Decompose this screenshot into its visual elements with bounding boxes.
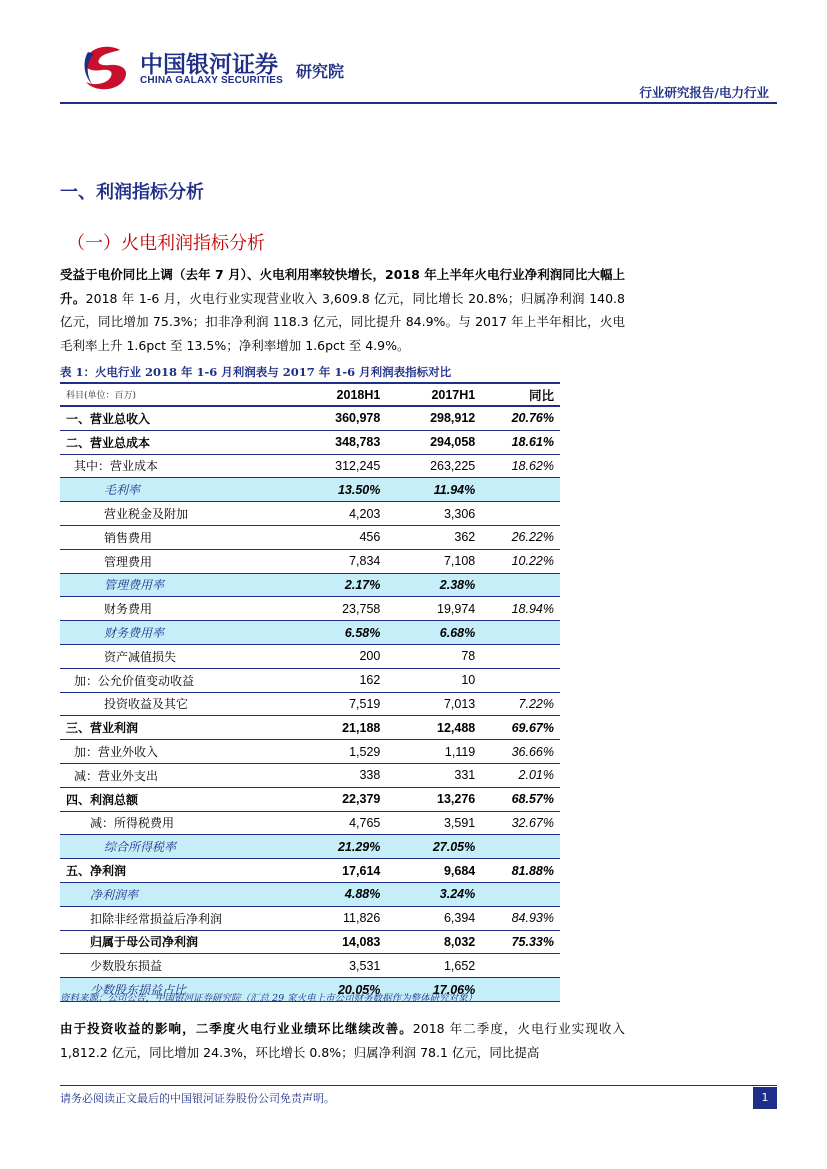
table-row bbox=[60, 621, 560, 645]
table-row bbox=[60, 668, 560, 692]
value-2017h1: 78 bbox=[386, 644, 481, 668]
value-2017h1: 3,306 bbox=[386, 502, 481, 526]
row-label: 归属于母公司净利润 bbox=[60, 930, 291, 954]
table-row bbox=[60, 573, 560, 597]
table-row bbox=[60, 787, 560, 811]
section-heading: 一、利润指标分析 bbox=[60, 182, 204, 203]
value-2018h1: 4,765 bbox=[291, 811, 386, 835]
value-yoy: 84.93% bbox=[481, 906, 560, 930]
paragraph-1-body: 2018 年 1-6 月，火电行业实现营业收入 3,609.8 亿元，同比增长 20.8%；归属净利润 140.8 亿元，同比增加 75.3%；扣非净利润 118.3 亿元，同比提升 84.9%。与 2017 年上半年相比，火电毛利率上升 1.6pct 至 13.5%；净利率增加 1.6pct 至 4.9%。 bbox=[60, 290, 625, 353]
galaxy-logo-icon bbox=[80, 42, 132, 94]
value-2017h1: 6.68% bbox=[386, 621, 481, 645]
subsection-heading: （一）火电利润指标分析 bbox=[67, 233, 265, 254]
header-subject: 科目(单位：百万) bbox=[60, 384, 291, 406]
value-yoy bbox=[481, 668, 560, 692]
value-2017h1: 10 bbox=[386, 668, 481, 692]
value-2017h1: 11.94% bbox=[386, 478, 481, 502]
value-yoy bbox=[481, 882, 560, 906]
table-row bbox=[60, 930, 560, 954]
value-yoy: 10.22% bbox=[481, 549, 560, 573]
value-2018h1: 4,203 bbox=[291, 502, 386, 526]
header-divider bbox=[60, 102, 777, 104]
value-2018h1: 13.50% bbox=[291, 478, 386, 502]
table-row bbox=[60, 811, 560, 835]
value-yoy bbox=[481, 502, 560, 526]
value-2017h1: 298,912 bbox=[386, 406, 481, 430]
row-label: 营业税金及附加 bbox=[60, 502, 291, 526]
value-2018h1: 7,834 bbox=[291, 549, 386, 573]
table-row bbox=[60, 692, 560, 716]
value-2017h1: 263,225 bbox=[386, 454, 481, 478]
value-2017h1: 331 bbox=[386, 763, 481, 787]
value-2018h1: 3,531 bbox=[291, 954, 386, 978]
row-label: 减：营业外支出 bbox=[60, 763, 291, 787]
row-label: 二、营业总成本 bbox=[60, 430, 291, 454]
value-2018h1: 17,614 bbox=[291, 859, 386, 883]
paragraph-2 bbox=[60, 1017, 625, 1064]
value-2017h1: 27.05% bbox=[386, 835, 481, 859]
value-yoy: 2.01% bbox=[481, 763, 560, 787]
page-number: 1 bbox=[753, 1087, 777, 1109]
value-yoy: 69.67% bbox=[481, 716, 560, 740]
table-row bbox=[60, 716, 560, 740]
row-label: 加：公允价值变动收益 bbox=[60, 668, 291, 692]
disclaimer-note: 请务必阅读正文最后的中国银河证券股份公司免责声明。 bbox=[60, 1092, 335, 1105]
table-row bbox=[60, 549, 560, 573]
value-yoy: 32.67% bbox=[481, 811, 560, 835]
value-2017h1: 3,591 bbox=[386, 811, 481, 835]
value-2017h1: 2.38% bbox=[386, 573, 481, 597]
row-label: 销售费用 bbox=[60, 525, 291, 549]
table-row bbox=[60, 882, 560, 906]
value-2017h1: 3.24% bbox=[386, 882, 481, 906]
row-label: 毛利率 bbox=[60, 478, 291, 502]
header-yoy: 同比 bbox=[481, 384, 560, 406]
paragraph-2-body: 2018 年二季度，火电行业实现收入 1,812.2 亿元，同比增加 24.3%，环比增长 0.8%；归属净利润 78.1 亿元，同比提高 bbox=[60, 1021, 625, 1060]
value-2017h1: 12,488 bbox=[386, 716, 481, 740]
value-2017h1: 6,394 bbox=[386, 906, 481, 930]
logo-chinese-name: 中国银河证券 bbox=[140, 52, 278, 78]
value-yoy: 20.76% bbox=[481, 406, 560, 430]
table-row bbox=[60, 406, 560, 430]
table-row bbox=[60, 478, 560, 502]
paragraph-1-lead: 受益于电价同比上调（去年 7 月）、火电利用率较快增长，2018 年上半年火电行业净利润同比大幅上升。 bbox=[60, 267, 625, 306]
value-2017h1: 17.06% bbox=[386, 978, 481, 1002]
value-2018h1: 1,529 bbox=[291, 740, 386, 764]
table-row bbox=[60, 859, 560, 883]
value-yoy: 7.22% bbox=[481, 692, 560, 716]
financial-table bbox=[60, 384, 560, 1002]
paragraph-1 bbox=[60, 263, 625, 357]
value-2018h1: 21,188 bbox=[291, 716, 386, 740]
table-row bbox=[60, 525, 560, 549]
value-2017h1: 1,119 bbox=[386, 740, 481, 764]
value-yoy bbox=[481, 644, 560, 668]
table-row bbox=[60, 954, 560, 978]
page-header bbox=[0, 0, 827, 110]
value-2018h1: 14,083 bbox=[291, 930, 386, 954]
row-label: 五、净利润 bbox=[60, 859, 291, 883]
row-label: 少数股东损益占比 bbox=[60, 978, 291, 1002]
table-row bbox=[60, 454, 560, 478]
value-2017h1: 7,013 bbox=[386, 692, 481, 716]
value-2017h1: 9,684 bbox=[386, 859, 481, 883]
row-label: 其中：营业成本 bbox=[60, 454, 291, 478]
row-label: 管理费用率 bbox=[60, 573, 291, 597]
table-row bbox=[60, 763, 560, 787]
table-header-row bbox=[60, 384, 560, 406]
row-label: 净利润率 bbox=[60, 882, 291, 906]
value-yoy: 81.88% bbox=[481, 859, 560, 883]
value-2018h1: 22,379 bbox=[291, 787, 386, 811]
table-row bbox=[60, 597, 560, 621]
value-yoy: 36.66% bbox=[481, 740, 560, 764]
row-label: 一、营业总收入 bbox=[60, 406, 291, 430]
table-row bbox=[60, 502, 560, 526]
value-2018h1: 348,783 bbox=[291, 430, 386, 454]
value-yoy bbox=[481, 954, 560, 978]
value-yoy: 18.62% bbox=[481, 454, 560, 478]
value-2017h1: 362 bbox=[386, 525, 481, 549]
value-2018h1: 7,519 bbox=[291, 692, 386, 716]
row-label: 财务费用 bbox=[60, 597, 291, 621]
table-row bbox=[60, 430, 560, 454]
value-2018h1: 20.05% bbox=[291, 978, 386, 1002]
row-label: 综合所得税率 bbox=[60, 835, 291, 859]
value-2018h1: 200 bbox=[291, 644, 386, 668]
table-row bbox=[60, 906, 560, 930]
row-label: 资产减值损失 bbox=[60, 644, 291, 668]
row-label: 加：营业外收入 bbox=[60, 740, 291, 764]
header-2018h1: 2018H1 bbox=[291, 384, 386, 406]
value-2018h1: 4.88% bbox=[291, 882, 386, 906]
value-2017h1: 7,108 bbox=[386, 549, 481, 573]
table-row bbox=[60, 835, 560, 859]
value-yoy bbox=[481, 978, 560, 1002]
value-yoy bbox=[481, 835, 560, 859]
logo-english-name: CHINA GALAXY SECURITIES bbox=[140, 75, 283, 86]
company-logo bbox=[80, 42, 380, 94]
row-label: 扣除非经常损益后净利润 bbox=[60, 906, 291, 930]
value-yoy: 18.61% bbox=[481, 430, 560, 454]
value-yoy bbox=[481, 573, 560, 597]
table-row bbox=[60, 740, 560, 764]
row-label: 投资收益及其它 bbox=[60, 692, 291, 716]
value-2018h1: 456 bbox=[291, 525, 386, 549]
logo-institute: 研究院 bbox=[296, 62, 345, 81]
value-yoy bbox=[481, 478, 560, 502]
value-2018h1: 338 bbox=[291, 763, 386, 787]
row-label: 少数股东损益 bbox=[60, 954, 291, 978]
row-label: 三、营业利润 bbox=[60, 716, 291, 740]
paragraph-2-lead: 由于投资收益的影响，二季度火电行业业绩环比继续改善。 bbox=[60, 1021, 413, 1036]
value-2017h1: 19,974 bbox=[386, 597, 481, 621]
value-2018h1: 6.58% bbox=[291, 621, 386, 645]
value-2018h1: 11,826 bbox=[291, 906, 386, 930]
table-row bbox=[60, 644, 560, 668]
value-2017h1: 8,032 bbox=[386, 930, 481, 954]
report-category: 行业研究报告/电力行业 bbox=[639, 85, 769, 100]
row-label: 财务费用率 bbox=[60, 621, 291, 645]
value-2017h1: 294,058 bbox=[386, 430, 481, 454]
footer-divider bbox=[60, 1085, 777, 1086]
value-2018h1: 21.29% bbox=[291, 835, 386, 859]
value-2018h1: 360,978 bbox=[291, 406, 386, 430]
header-2017h1: 2017H1 bbox=[386, 384, 481, 406]
value-2017h1: 1,652 bbox=[386, 954, 481, 978]
value-2018h1: 162 bbox=[291, 668, 386, 692]
value-yoy bbox=[481, 621, 560, 645]
value-2018h1: 2.17% bbox=[291, 573, 386, 597]
row-label: 管理费用 bbox=[60, 549, 291, 573]
row-label: 四、利润总额 bbox=[60, 787, 291, 811]
value-yoy: 26.22% bbox=[481, 525, 560, 549]
table-caption: 表 1：火电行业 2018 年 1-6 月利润表与 2017 年 1-6 月利润表指标对比 bbox=[60, 365, 452, 379]
value-2018h1: 312,245 bbox=[291, 454, 386, 478]
table-source-note: 资料来源：公司公告，中国银河证券研究院（汇总 29 家火电上市公司财务数据作为整体研究对象） bbox=[60, 993, 478, 1004]
value-yoy: 68.57% bbox=[481, 787, 560, 811]
value-yoy: 18.94% bbox=[481, 597, 560, 621]
value-2017h1: 13,276 bbox=[386, 787, 481, 811]
value-2018h1: 23,758 bbox=[291, 597, 386, 621]
row-label: 减：所得税费用 bbox=[60, 811, 291, 835]
value-yoy: 75.33% bbox=[481, 930, 560, 954]
